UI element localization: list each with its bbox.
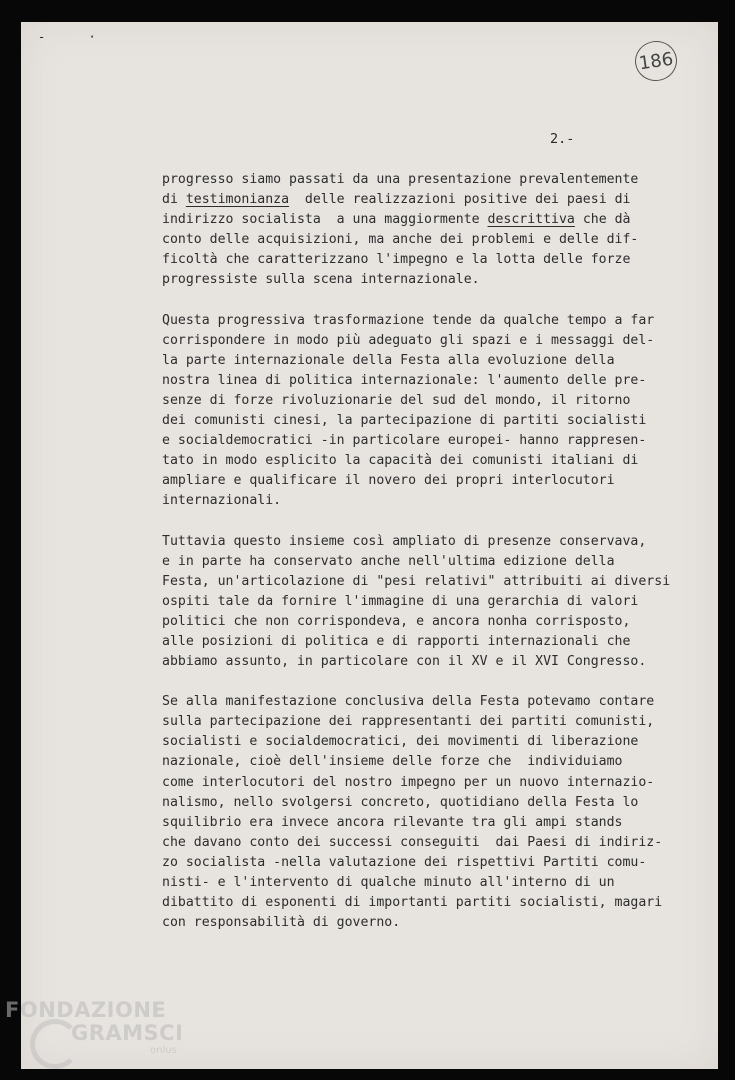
text-segment: Festa, un'articolazione di "pesi relativi" attribuiti ai diversi	[162, 573, 671, 589]
paragraph	[162, 311, 672, 512]
text-segment: progressiste sulla scena internazionale.	[162, 272, 480, 288]
document-body-text	[162, 170, 672, 933]
text-line	[162, 371, 672, 391]
text-line	[162, 692, 672, 712]
page-number: 2.-	[550, 131, 575, 147]
text-line	[162, 451, 672, 471]
text-line	[162, 893, 672, 913]
text-segment: sulla partecipazione dei rappresentanti dei partiti comunisti,	[162, 714, 655, 730]
text-line	[162, 833, 672, 853]
text-segment: la parte internazionale della Festa alla evoluzione della	[162, 352, 615, 368]
watermark-logo	[5, 1000, 183, 1056]
text-line	[162, 612, 672, 632]
text-line	[162, 853, 672, 873]
text-line	[162, 351, 672, 371]
text-line	[162, 411, 672, 431]
text-line	[162, 652, 672, 672]
text-line	[162, 813, 672, 833]
text-segment: di	[162, 192, 186, 208]
text-segment: tato in modo esplicito la capacità dei comunisti italiani di	[162, 453, 639, 469]
text-segment: Tuttavia questo insieme così ampliato di presenze conservava,	[162, 533, 647, 549]
text-segment: ficoltà che caratterizzano l'impegno e la lotta delle forze	[162, 252, 631, 268]
corner-marks: - ·	[38, 30, 114, 44]
text-line	[162, 532, 672, 552]
text-segment: conto delle acquisizioni, ma anche dei problemi e delle dif-	[162, 232, 639, 248]
text-line	[162, 431, 672, 451]
paragraph	[162, 170, 672, 291]
paragraph-gap	[162, 672, 672, 692]
text-line	[162, 210, 672, 230]
text-line	[162, 793, 672, 813]
text-line	[162, 632, 672, 652]
text-line	[162, 170, 672, 190]
text-segment: dei comunisti cinesi, la partecipazione di partiti socialisti	[162, 413, 647, 429]
text-segment: Questa progressiva trasformazione tende da qualche tempo a far	[162, 312, 655, 328]
watermark-line-3: onlus	[150, 1045, 177, 1056]
text-segment: delle realizzazioni positive dei paesi di	[289, 192, 631, 208]
text-line	[162, 190, 672, 210]
text-segment: che dà	[574, 212, 631, 228]
text-segment: con responsabilità di governo.	[162, 915, 401, 931]
text-segment: Se alla manifestazione conclusiva della Festa potevamo contare	[162, 694, 655, 710]
text-segment: progresso siamo passati da una presentazione prevalentemente	[162, 172, 639, 187]
text-line	[162, 471, 672, 491]
text-line	[162, 752, 672, 772]
paragraph-gap	[162, 512, 672, 532]
text-line	[162, 491, 672, 511]
text-segment: ampliare e qualificare il novero dei propri interlocutori	[162, 473, 615, 489]
text-segment: e in parte ha conservato anche nell'ultima edizione della	[162, 553, 615, 569]
text-line	[162, 552, 672, 572]
text-segment: zo socialista -nella valutazione dei rispettivi Partiti comu-	[162, 854, 647, 870]
paragraph	[162, 532, 672, 673]
text-line	[162, 732, 672, 752]
text-segment: socialisti e socialdemocratici, dei movimenti di liberazione	[162, 734, 639, 750]
text-segment: alle posizioni di politica e di rapporti internazionali che	[162, 633, 631, 649]
text-segment: politici che non corrispondeva, e ancora nonha corrisposto,	[162, 613, 631, 629]
text-segment: ospiti tale da fornire l'immagine di una gerarchia di valori	[162, 593, 639, 609]
text-line	[162, 311, 672, 331]
text-line	[162, 913, 672, 933]
paragraph	[162, 692, 672, 933]
text-segment: che davano conto dei successi conseguiti dai Paesi di indiriz-	[162, 834, 663, 850]
text-line	[162, 712, 672, 732]
text-segment: nisti- e l'intervento di qualche minuto all'interno di un	[162, 875, 615, 890]
text-segment: dibattito di esponenti di importanti partiti socialisti, magari	[162, 895, 663, 911]
text-line	[162, 391, 672, 411]
text-segment: indirizzo socialista a una maggiormente	[162, 212, 488, 228]
text-segment: senze di forze rivoluzionarie del sud del mondo, il ritorno	[162, 392, 631, 408]
underlined-text: descrittiva	[487, 212, 575, 228]
watermark-line-2: GRAMSCI	[71, 1021, 184, 1045]
text-segment: nazionale, cioè dell'insieme delle forze che individuiamo	[162, 754, 623, 770]
text-segment: internazionali.	[162, 493, 282, 509]
text-line	[162, 572, 672, 592]
paragraph-gap	[162, 291, 672, 311]
text-segment: nostra linea di politica internazionale: l'aumento delle pre-	[162, 372, 647, 388]
text-line	[162, 873, 672, 893]
text-segment: e socialdemocratici -in particolare europei- hanno rappresen-	[162, 433, 647, 449]
text-line	[162, 250, 672, 270]
text-line	[162, 270, 672, 290]
text-line	[162, 773, 672, 793]
text-segment: nalismo, nello svolgersi concreto, quotidiano della Festa lo	[162, 794, 639, 810]
text-line	[162, 592, 672, 612]
text-line	[162, 230, 672, 250]
text-segment: corrispondere in modo più adeguato gli spazi e i messaggi del-	[162, 332, 655, 348]
text-segment: squilibrio era invece ancora rilevante tra gli ampi stands	[162, 814, 623, 830]
text-segment: abbiamo assunto, in particolare con il XV e il XVI Congresso.	[162, 654, 647, 670]
folio-number-stamp: 186	[632, 38, 679, 83]
text-line	[162, 331, 672, 351]
underlined-text: testimonianza	[185, 192, 290, 208]
text-segment: come interlocutori del nostro impegno per un nuovo internazio-	[162, 774, 655, 790]
watermark-line-1: FONDAZIONE	[5, 998, 167, 1022]
